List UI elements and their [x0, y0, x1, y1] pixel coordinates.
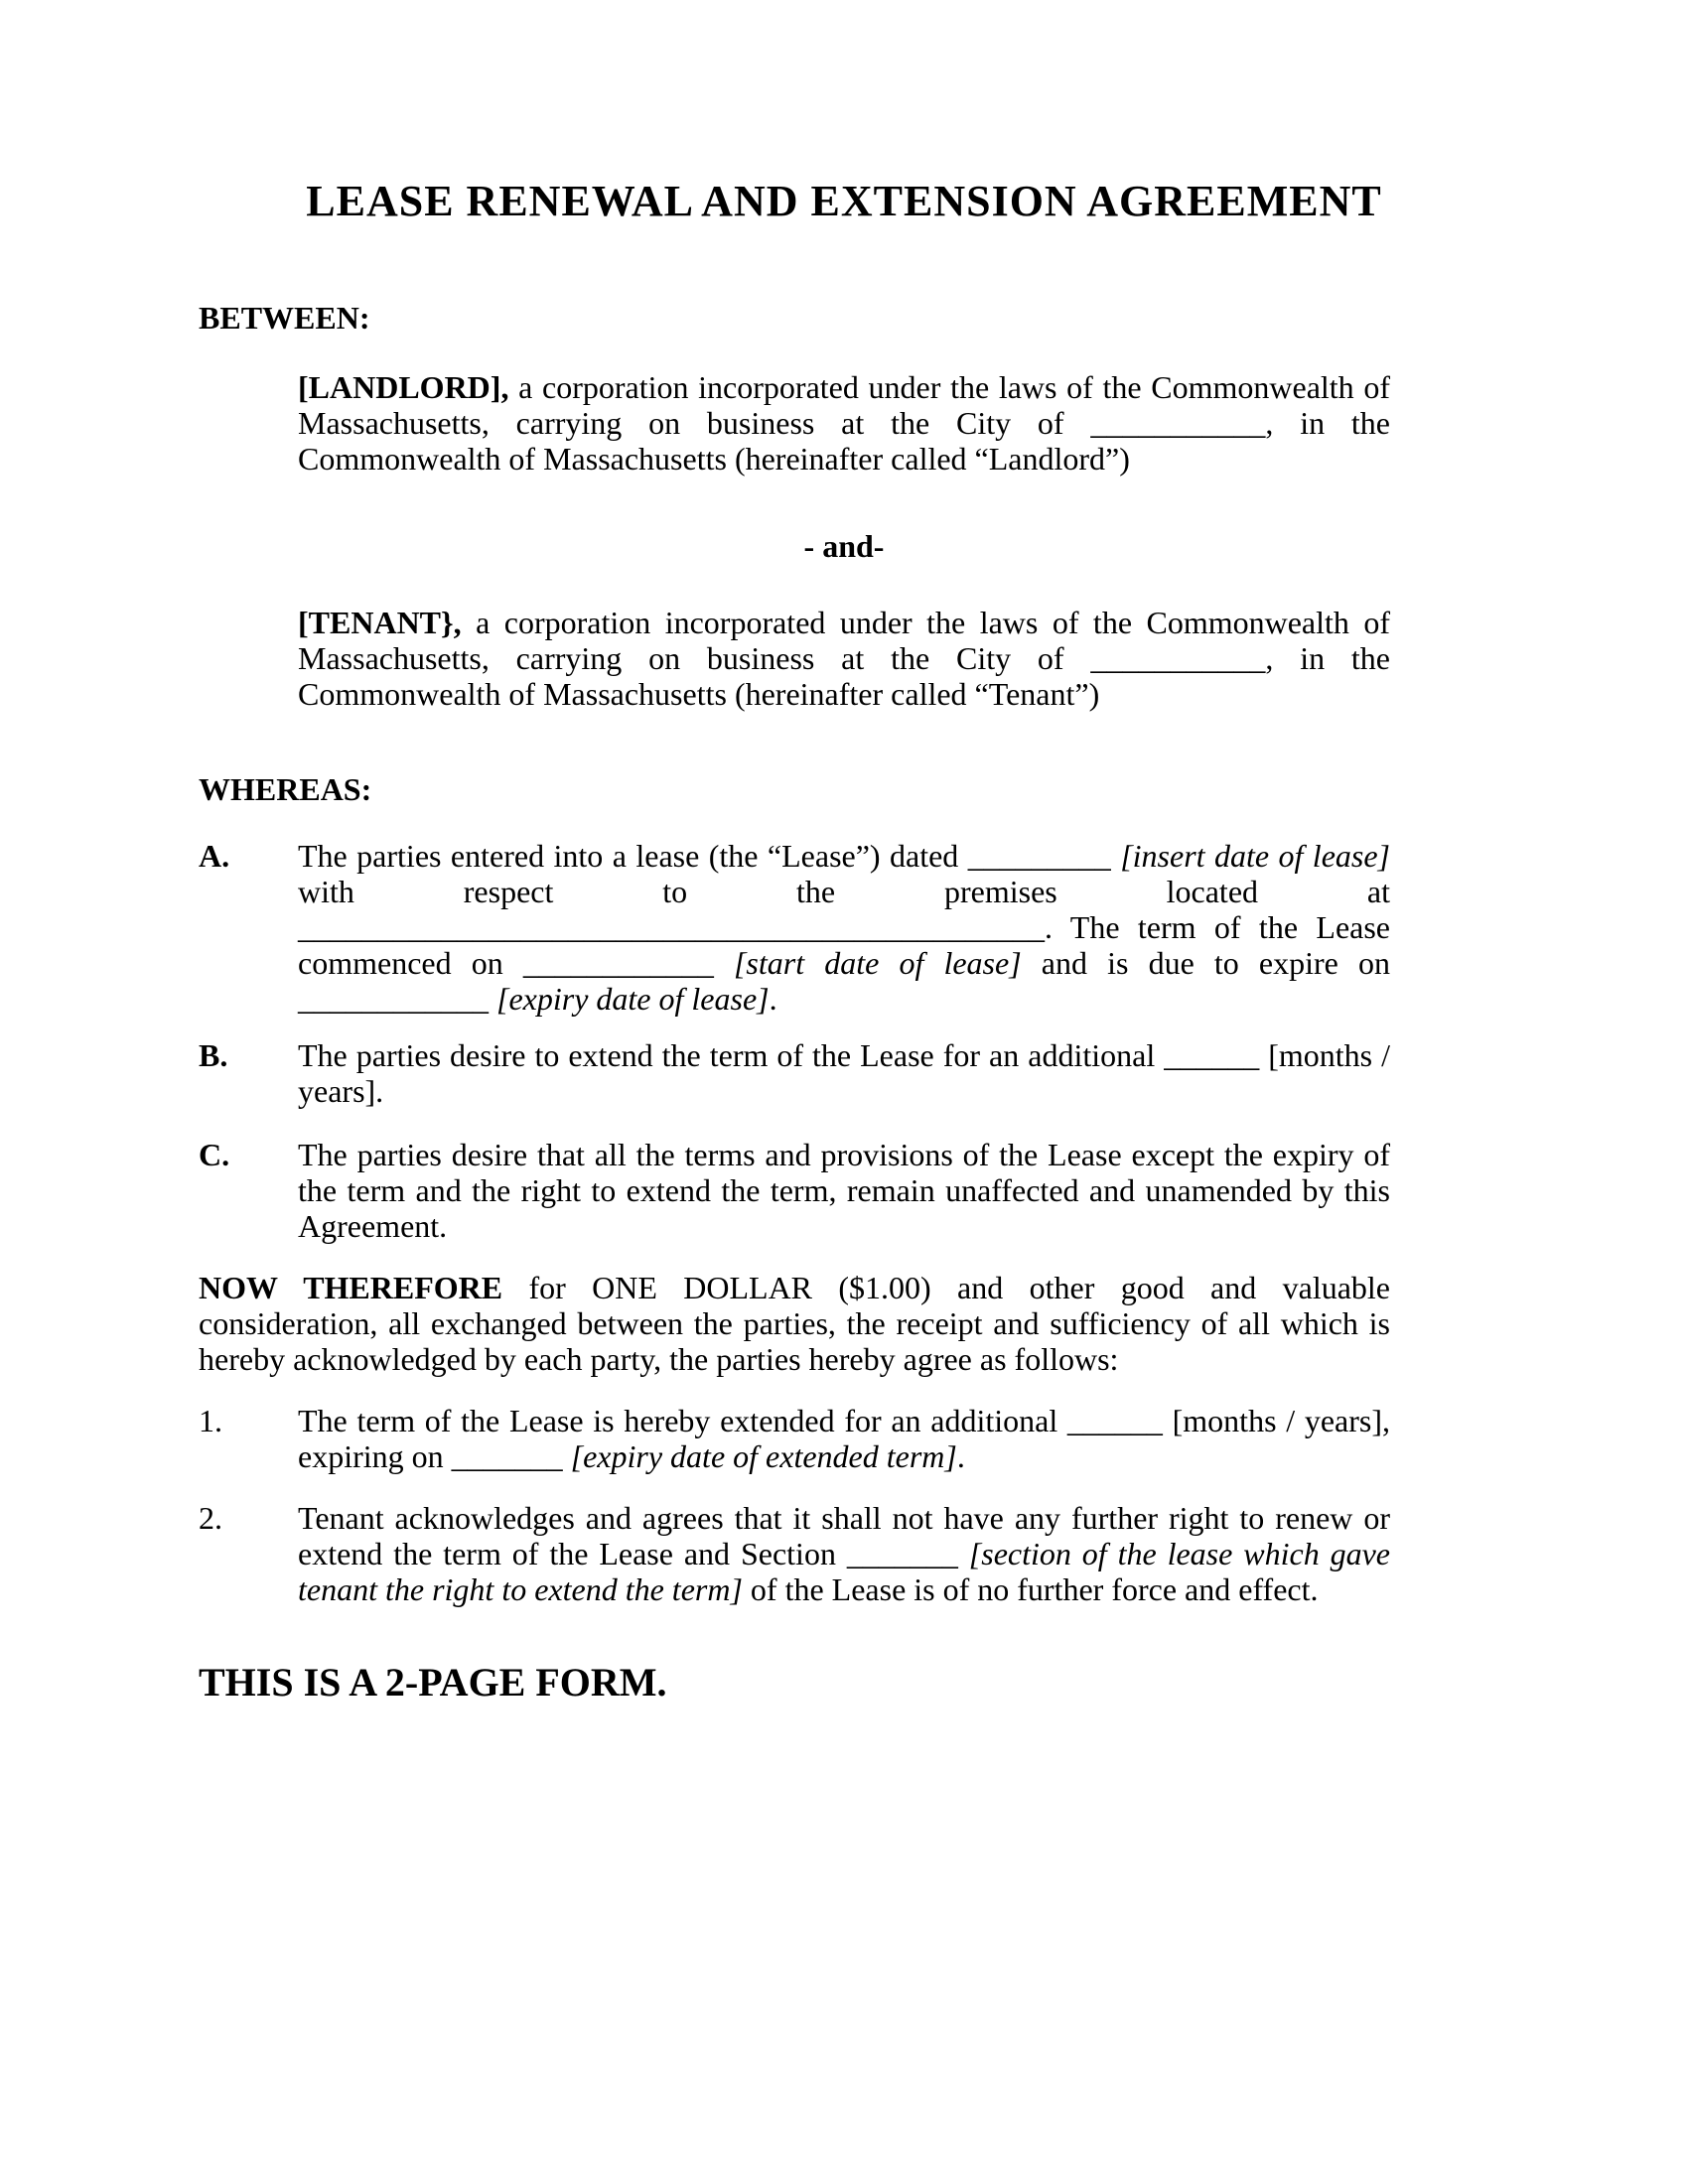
clause-2-segment: of the Lease is of no further force and effect.	[742, 1571, 1319, 1607]
recital-c-segment: The parties desire that all the terms and provisions of the Lease except the expiry of the term and the right to extend the term, remain unaffected and unamended by this Agreement.	[298, 1137, 1390, 1244]
recital-b-row	[199, 1037, 1390, 1109]
clause-2-text	[298, 1500, 1390, 1607]
clause-2-number: 2.	[199, 1500, 222, 1536]
whereas-label: WHEREAS:	[199, 771, 372, 807]
recital-a-row	[199, 838, 1390, 1017]
clause-1-segment: .	[956, 1438, 965, 1474]
clause-2-segment: Tenant acknowledges and agrees that it shall not have any further right to renew or extend the term of the Lease and Section _______	[298, 1500, 1390, 1571]
clause-2-row	[199, 1500, 1390, 1607]
recital-b-label: B.	[199, 1037, 228, 1073]
clause-2-guidance-note: [section of the lease which gave tenant the right to extend the term]	[298, 1536, 1391, 1607]
clause-1-row	[199, 1403, 1390, 1474]
and-separator: - and-	[803, 528, 885, 564]
recital-a-guidance-note: [insert date of lease]	[1120, 838, 1391, 874]
recital-b-text	[298, 1037, 1390, 1109]
now-therefore-paragraph	[199, 1270, 1390, 1377]
recital-b-segment: The parties desire to extend the term of the Lease for an additional ______ [months / years].	[298, 1037, 1390, 1109]
tenant-paragraph	[298, 605, 1390, 712]
between-label: BETWEEN:	[199, 300, 370, 336]
now-therefore-lead-in: NOW THEREFORE	[199, 1270, 503, 1305]
clause-1-guidance-note: [expiry date of extended term]	[570, 1438, 957, 1474]
recital-a-segment: with respect to the premises located at _______________________________________________. The term of the Lease commenced on ____________	[298, 874, 1390, 981]
recital-a-segment: The parties entered into a lease (the “Lease”) dated _________	[298, 838, 1121, 874]
landlord-paragraph	[298, 369, 1390, 477]
tenant-paragraph-text: a corporation incorporated under the laws of the Commonwealth of Massachusetts, carrying on business at the City of ___________, in the Commonwealth of Massachusetts (hereinafter called “Tenant”)	[298, 605, 1390, 712]
clause-1-text	[298, 1403, 1390, 1474]
page-title: LEASE RENEWAL AND EXTENSION AGREEMENT	[306, 177, 1382, 225]
now-therefore-text: for ONE DOLLAR ($1.00) and other good and valuable consideration, all exchanged between the parties, the receipt and sufficiency of all which is hereby acknowledged by each party, the parties hereby agree as follows:	[199, 1270, 1391, 1377]
clause-1-number: 1.	[199, 1403, 222, 1438]
recital-a-text	[298, 838, 1390, 1017]
recital-a-segment: and is due to expire on ____________	[298, 945, 1391, 1017]
recital-c-label: C.	[199, 1137, 230, 1172]
landlord-paragraph-text: a corporation incorporated under the laws of the Commonwealth of Massachusetts, carrying on business at the City of ___________, in the Commonwealth of Massachusetts (hereinafter called “Landlord”)	[298, 369, 1390, 477]
tenant-party-name: [TENANT},	[298, 605, 462, 640]
recital-c-text	[298, 1137, 1390, 1244]
two-page-form-note: THIS IS A 2-PAGE FORM.	[199, 1660, 667, 1705]
recital-a-segment: .	[769, 981, 777, 1017]
clause-1-segment: The term of the Lease is hereby extended for an additional ______ [months / years], expiring on _______	[298, 1403, 1390, 1474]
landlord-party-name: [LANDLORD],	[298, 369, 509, 405]
recital-c-row	[199, 1137, 1390, 1244]
recital-a-guidance-note: [start date of lease]	[733, 945, 1022, 981]
recital-a-label: A.	[199, 838, 230, 874]
recital-a-guidance-note: [expiry date of lease]	[496, 981, 770, 1017]
